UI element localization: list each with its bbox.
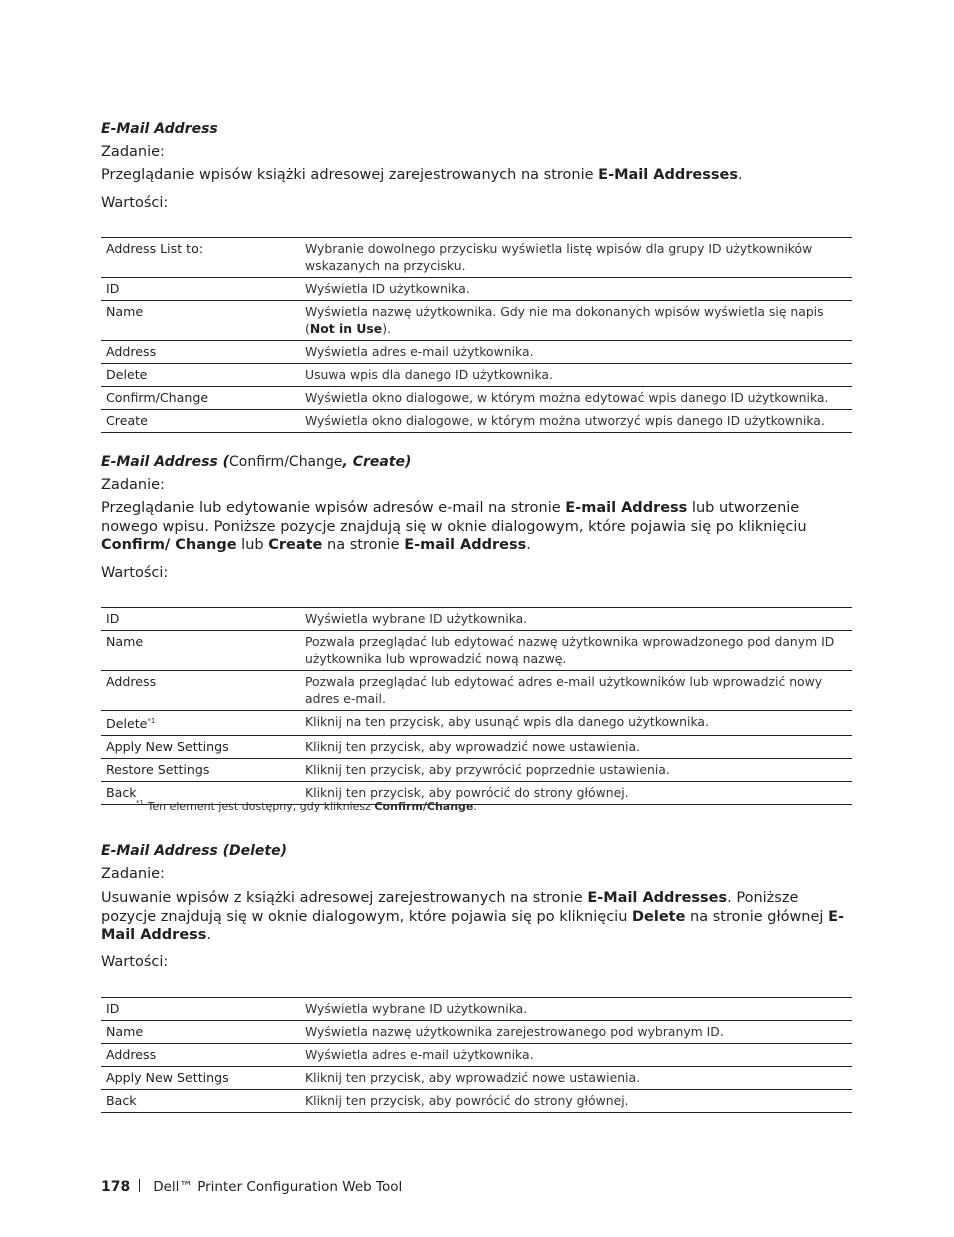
section-title-email-address-delete: E-Mail Address (Delete) (101, 843, 288, 859)
table-row (101, 238, 852, 278)
footnote-marker: *1 (147, 717, 156, 725)
table-row (101, 631, 852, 671)
row-key: Address (106, 674, 157, 689)
table-row (101, 301, 852, 341)
row-key: Name (106, 1024, 144, 1039)
row-value: Wyświetla wybrane ID użytkownika. (305, 611, 528, 626)
row-key: Address (106, 344, 157, 359)
values-label: Wartości: (101, 954, 169, 970)
table-row (101, 736, 852, 759)
row-key: Back (106, 785, 137, 800)
table-row (101, 410, 852, 433)
table-row (101, 1021, 852, 1044)
table-row (101, 364, 852, 387)
row-key: Address (106, 1047, 157, 1062)
page-footer (101, 1179, 402, 1195)
row-key: Apply New Settings (106, 739, 229, 754)
task-label: Zadanie: (101, 477, 165, 493)
row-key: Delete (106, 367, 148, 382)
values-label: Wartości: (101, 565, 169, 581)
values-table-3 (101, 997, 852, 1113)
row-value: Kliknij ten przycisk, aby przywrócić poprzednie ustawienia. (305, 762, 670, 777)
table-row (101, 608, 852, 631)
row-value: Kliknij ten przycisk, aby wprowadzić nowe ustawienia. (305, 739, 641, 754)
task-description: Przeglądanie wpisów książki adresowej zarejestrowanych na stronie E-Mail Addresses. (101, 167, 743, 183)
row-key: Name (106, 304, 144, 319)
row-value: Usuwa wpis dla danego ID użytkownika. (305, 367, 553, 382)
task-description: Przeglądanie lub edytowanie wpisów adresów e-mail na stronie E-mail Address lub utworzenie nowego wpisu. Poniższe pozycje znajdują się w oknie dialogowym, które pojawia się po kliknięciu Confirm/ Change lub Create na stronie E-mail Address. (101, 500, 807, 553)
row-key: Confirm/Change (106, 390, 209, 405)
row-key: Name (106, 634, 144, 649)
row-key: Back (106, 1093, 137, 1108)
row-value: Pozwala przeglądać lub edytować nazwę użytkownika wprowadzonego pod danym ID użytkownika lub wprowadzić nową nazwę. (305, 634, 835, 666)
row-value: Wybranie dowolnego przycisku wyświetla listę wpisów dla grupy ID użytkowników wskazanych na przycisku. (305, 241, 813, 273)
task-label: Zadanie: (101, 144, 165, 160)
table-row (101, 1090, 852, 1113)
section-title-email-address: E-Mail Address (101, 121, 218, 137)
task-description: Usuwanie wpisów z książki adresowej zarejestrowanych na stronie E-Mail Addresses. Poniższe pozycje znajdują się w oknie dialogowym, które pojawia się po kliknięciu Delete na stronie głównej E-Mail Address. (101, 890, 844, 943)
row-key: ID (106, 281, 120, 296)
row-value: Kliknij ten przycisk, aby powrócić do strony głównej. (305, 1093, 629, 1108)
row-value: Wyświetla okno dialogowe, w którym można utworzyć wpis danego ID użytkownika. (305, 413, 825, 428)
row-value: Wyświetla adres e-mail użytkownika. (305, 1047, 534, 1062)
table-row (101, 341, 852, 364)
row-key: ID (106, 1001, 120, 1016)
footnote: $^{*1}$ Ten element jest dostępny, gdy klikniesz Confirm/Change. (136, 799, 477, 813)
table-row (101, 711, 852, 736)
row-key: Delete$^{*1}$ (106, 716, 156, 731)
values-table-2 (101, 607, 852, 805)
table-row (101, 998, 852, 1021)
row-value: Pozwala przeglądać lub edytować adres e-mail użytkowników lub wprowadzić nowy adres e-mail. (305, 674, 823, 706)
page-number: 178 (101, 1179, 131, 1195)
footer-divider (139, 1179, 140, 1192)
section-title-email-address-confirm-create: E-Mail Address (Confirm/Change, Create) (101, 454, 412, 470)
row-value: Wyświetla ID użytkownika. (305, 281, 470, 296)
row-value: Wyświetla adres e-mail użytkownika. (305, 344, 534, 359)
table-row (101, 671, 852, 711)
row-value: Wyświetla nazwę użytkownika zarejestrowanego pod wybranym ID. (305, 1024, 724, 1039)
table-row (101, 759, 852, 782)
values-table-1 (101, 237, 852, 433)
values-label: Wartości: (101, 195, 169, 211)
footer-title: Dell™ Printer Configuration Web Tool (153, 1179, 403, 1195)
table-row (101, 278, 852, 301)
row-value: Kliknij na ten przycisk, aby usunąć wpis dla danego użytkownika. (305, 714, 709, 729)
row-key: Restore Settings (106, 762, 210, 777)
row-value: Wyświetla wybrane ID użytkownika. (305, 1001, 528, 1016)
row-key: ID (106, 611, 120, 626)
row-value: Kliknij ten przycisk, aby powrócić do strony głównej. (305, 785, 629, 800)
task-label: Zadanie: (101, 866, 165, 882)
row-key: Address List to: (106, 241, 204, 256)
row-key: Apply New Settings (106, 1070, 229, 1085)
row-value: Wyświetla nazwę użytkownika. Gdy nie ma dokonanych wpisów wyświetla się napis (Not in Use). (305, 304, 824, 336)
row-value: Kliknij ten przycisk, aby wprowadzić nowe ustawienia. (305, 1070, 641, 1085)
table-row (101, 1067, 852, 1090)
row-value: Wyświetla okno dialogowe, w którym można edytować wpis danego ID użytkownika. (305, 390, 829, 405)
table-row (101, 1044, 852, 1067)
table-row (101, 387, 852, 410)
row-key: Create (106, 413, 148, 428)
